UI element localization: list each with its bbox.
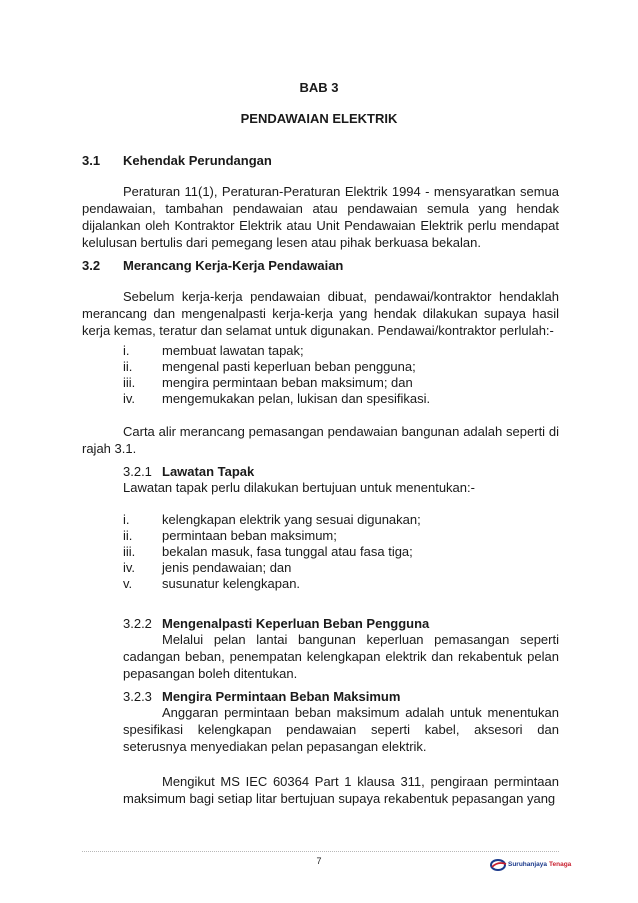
logo-text: [508, 860, 571, 870]
chapter-title: PENDAWAIAN ELEKTRIK: [240, 111, 398, 126]
section-heading-3-1: Kehendak Perundangan: [123, 153, 272, 168]
list-item-number: i.: [123, 512, 130, 527]
subsection-number-3-2-1: 3.2.1: [123, 464, 152, 479]
section-3-1-paragraph: Peraturan 11(1), Peraturan-Peraturan Elektrik 1994 - mensyaratkan semua pendawaian, tambahan pendawaian atau pendawaian semula yang hendak dijalankan oleh Kontraktor Elektrik atau Unit Pendawaian Elektrik perlu mendapat kelulusan bertulis dari pemegang lesen atau pihak berkuasa bekalan.: [82, 184, 559, 250]
list-item-text: kelengkapan elektrik yang sesuai digunakan;: [162, 512, 421, 527]
list-item-text: membuat lawatan tapak;: [162, 343, 304, 358]
suruhanjaya-tenaga-logo: [490, 857, 572, 873]
chapter-label: BAB 3: [299, 80, 339, 95]
section-3-2-paragraph: Sebelum kerja-kerja pendawaian dibuat, pendawai/kontraktor hendaklah merancang dan mengenalpasti kerja-kerja yang hendak dilakukan supaya hasil kerja kemas, teratur dan selamat untuk digunakan. Pendawai/kontraktor perlulah:-: [82, 289, 559, 338]
list-item-number: iii.: [123, 375, 136, 390]
subsection-3-2-3-paragraph-2: Mengikut MS IEC 60364 Part 1 klausa 311, pengiraan permintaan maksimum bagi setiap litar bertujuan supaya rekabentuk pepasangan yang: [123, 774, 559, 806]
section-heading-3-2: Merancang Kerja-Kerja Pendawaian: [123, 258, 344, 273]
logo-word-suruhanjaya: Suruhanjaya: [508, 861, 548, 868]
subsection-number-3-2-3: 3.2.3: [123, 689, 152, 704]
list-item-number: v.: [123, 576, 133, 591]
list-item-number: iv.: [123, 560, 136, 575]
subsection-heading-3-2-1: Lawatan Tapak: [162, 464, 255, 479]
subsection-heading-3-2-2: Mengenalpasti Keperluan Beban Pengguna: [162, 616, 430, 631]
list-item-number: ii.: [123, 528, 133, 543]
list-item-number: ii.: [123, 359, 133, 374]
list-item-text: bekalan masuk, fasa tunggal atau fasa tiga;: [162, 544, 413, 559]
section-number-3-1: 3.1: [82, 153, 101, 168]
page-number: 7: [316, 856, 322, 866]
footer-divider: [82, 851, 559, 852]
list-item-text: mengemukakan pelan, lukisan dan spesifikasi.: [162, 391, 431, 406]
list-item-text: permintaan beban maksimum;: [162, 528, 337, 543]
section-3-2-flowchart-paragraph: Carta alir merancang pemasangan pendawaian bangunan adalah seperti di rajah 3.1.: [82, 424, 559, 456]
list-item-text: mengenal pasti keperluan beban pengguna;: [162, 359, 416, 374]
subsection-3-2-3-paragraph: Anggaran permintaan beban maksimum adalah untuk menentukan spesifikasi kelengkapan pendawaian seperti kabel, aksesori dan seterusnya menyediakan pelan pepasangan elektrik.: [123, 705, 559, 754]
swoosh-logo-icon: [490, 857, 508, 873]
list-item-text: susunatur kelengkapan.: [162, 576, 301, 591]
list-item-number: iv.: [123, 391, 136, 406]
subsection-heading-3-2-3: Mengira Permintaan Beban Maksimum: [162, 689, 401, 704]
list-item-number: i.: [123, 343, 130, 358]
subsection-number-3-2-2: 3.2.2: [123, 616, 152, 631]
subsection-3-2-1-intro: Lawatan tapak perlu dilakukan bertujuan untuk menentukan:-: [123, 480, 475, 495]
subsection-3-2-2-paragraph: Melalui pelan lantai bangunan keperluan pemasangan seperti cadangan beban, penempatan kelengkapan elektrik dan rekabentuk pelan pepasangan boleh ditentukan.: [123, 632, 559, 681]
list-item-text: jenis pendawaian; dan: [162, 560, 292, 575]
list-item-text: mengira permintaan beban maksimum; dan: [162, 375, 413, 390]
logo-word-tenaga: Tenaga: [549, 861, 572, 868]
section-number-3-2: 3.2: [82, 258, 101, 273]
list-item-number: iii.: [123, 544, 136, 559]
